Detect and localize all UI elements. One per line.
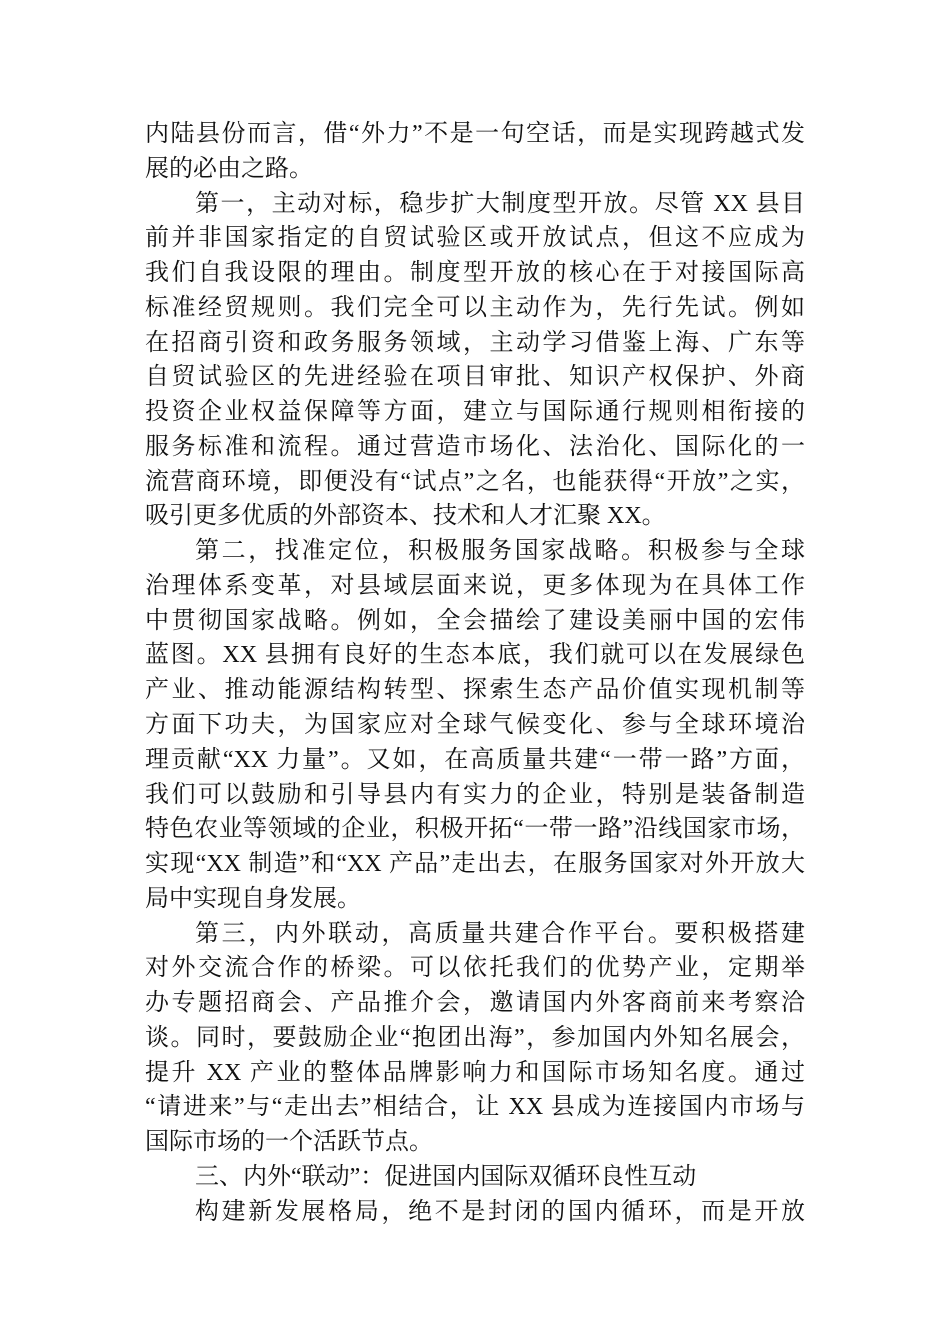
text-line: 标准经贸规则。我们完全可以主动作为，先行先试。例如 bbox=[145, 294, 805, 321]
document-body bbox=[145, 117, 805, 1230]
text-line: 第二，找准定位，积极服务国家战略。积极参与全球 bbox=[195, 538, 805, 565]
text-line: 国际市场的一个活跃节点。 bbox=[145, 1129, 433, 1156]
text-line: 服务标准和流程。通过营造市场化、法治化、国际化的一 bbox=[145, 433, 805, 460]
text-line: 理贡献“XX 力量”。又如，在高质量共建“一带一路”方面， bbox=[145, 746, 805, 773]
paragraph-new-development-pattern bbox=[145, 1195, 805, 1230]
text-line: 展的必由之路。 bbox=[145, 155, 313, 182]
text-line: 提升 XX 产业的整体品牌影响力和国际市场知名度。通过 bbox=[145, 1059, 805, 1086]
text-line: 我们可以鼓励和引导县内有实力的企业，特别是装备制造 bbox=[145, 781, 805, 808]
text-line: 方面下功夫，为国家应对全球气候变化、参与全球环境治 bbox=[145, 712, 805, 739]
paragraph-second-point bbox=[145, 534, 805, 916]
section-heading-text: 三、内外“联动”：促进国内国际双循环良性互动 bbox=[195, 1163, 697, 1190]
text-line: 第一，主动对标，稳步扩大制度型开放。尽管 XX 县目 bbox=[195, 190, 805, 217]
text-line: 吸引更多优质的外部资本、技术和人才汇聚 XX。 bbox=[145, 503, 666, 530]
text-line: 对外交流合作的桥梁。可以依托我们的优势产业，定期举 bbox=[145, 955, 805, 982]
text-line: “请进来”与“走出去”相结合，让 XX 县成为连接国内市场与 bbox=[145, 1094, 805, 1121]
paragraph-third-point bbox=[145, 917, 805, 1160]
text-line: 前并非国家指定的自贸试验区或开放试点，但这不应成为 bbox=[145, 225, 805, 252]
paragraph-first-point bbox=[145, 187, 805, 535]
text-line: 构建新发展格局，绝不是封闭的国内循环，而是开放 bbox=[195, 1198, 805, 1225]
text-line: 第三，内外联动，高质量共建合作平台。要积极搭建 bbox=[195, 920, 805, 947]
text-line: 中贯彻国家战略。例如，全会描绘了建设美丽中国的宏伟 bbox=[145, 607, 805, 634]
text-line: 治理体系变革，对县域层面来说，更多体现为在具体工作 bbox=[145, 572, 805, 599]
section-heading bbox=[145, 1160, 805, 1195]
text-line: 实现“XX 制造”和“XX 产品”走出去，在服务国家对外开放大 bbox=[145, 851, 805, 878]
text-line: 自贸试验区的先进经验在项目审批、知识产权保护、外商 bbox=[145, 364, 805, 391]
text-line: 流营商环境，即便没有“试点”之名，也能获得“开放”之实， bbox=[145, 468, 805, 495]
text-line: 投资企业权益保障等方面，建立与国际通行规则相衔接的 bbox=[145, 399, 805, 426]
text-line: 特色农业等领域的企业，积极开拓“一带一路”沿线国家市场， bbox=[145, 816, 805, 843]
text-line: 局中实现自身发展。 bbox=[145, 885, 361, 912]
text-line: 产业、推动能源结构转型、探索生态产品价值实现机制等 bbox=[145, 677, 805, 704]
text-line: 在招商引资和政务服务领域，主动学习借鉴上海、广东等 bbox=[145, 329, 805, 356]
text-line: 办专题招商会、产品推介会，邀请国内外客商前来考察洽 bbox=[145, 990, 805, 1017]
text-line: 蓝图。XX 县拥有良好的生态本底，我们就可以在发展绿色 bbox=[145, 642, 805, 669]
text-line: 谈。同时，要鼓励企业“抱团出海”，参加国内外知名展会， bbox=[145, 1024, 805, 1051]
text-line: 我们自我设限的理由。制度型开放的核心在于对接国际高 bbox=[145, 260, 805, 287]
paragraph-continued bbox=[145, 117, 805, 187]
text-line: 内陆县份而言，借“外力”不是一句空话，而是实现跨越式发 bbox=[145, 121, 805, 147]
